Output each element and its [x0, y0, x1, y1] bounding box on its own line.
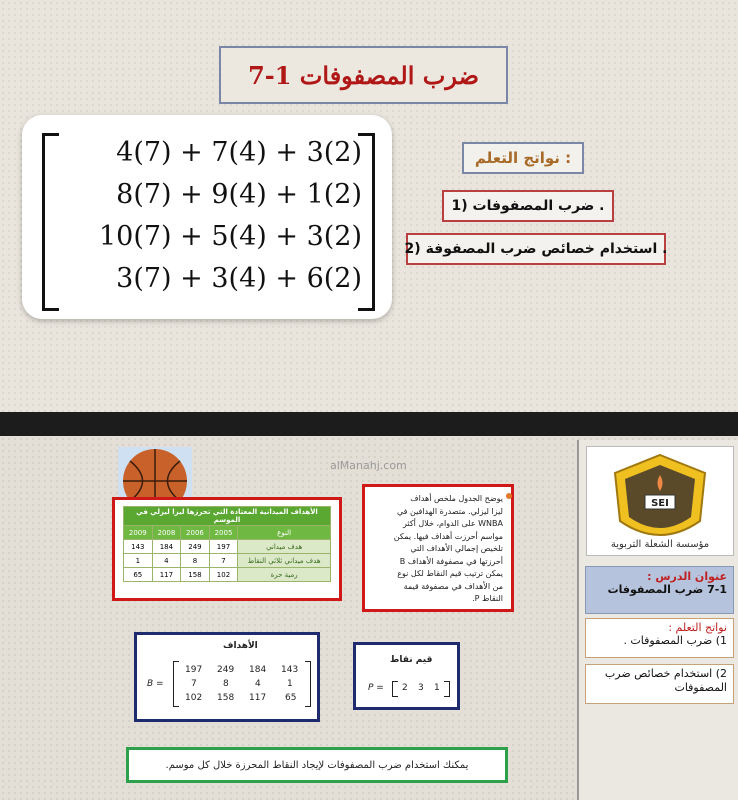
year-header: 2009 [124, 526, 153, 540]
basketball-image [118, 447, 192, 503]
points-variable: P = [368, 683, 384, 693]
goals-variable: B = [147, 679, 164, 689]
matrix-row-1: 4(7) + 7(4) + 3(2) [116, 137, 362, 168]
table-row: رمية حرة 102 158 117 65 [124, 568, 331, 582]
year-header: 2006 [181, 526, 210, 540]
lesson-title: ضرب المصفوفات 1-7 [219, 46, 508, 104]
matrix-row-3: 10(7) + 5(4) + 3(2) [98, 221, 362, 252]
matrix-left-bracket [42, 133, 59, 311]
matrix-row-4: 3(7) + 3(4) + 6(2) [116, 263, 362, 294]
points-title: قيم نقاط [390, 655, 433, 665]
table-caption: الأهداف الميدانية المعتادة التي تحرزها ليزا ليزلي في الموسم [124, 507, 331, 526]
bracket-icon [392, 681, 398, 697]
outcome-1: . ضرب المصفوفات (1 [442, 190, 614, 222]
bracket-icon [444, 681, 450, 697]
svg-text:مؤسسة الشعلة التربوية: مؤسسة الشعلة التربوية [610, 539, 710, 550]
lesson-label: عنوان الدرس : [647, 570, 727, 583]
outcome-2: . استخدام خصائص ضرب المصفوفة (2 [406, 233, 666, 265]
year-header: 2005 [209, 526, 238, 540]
outcome-2-box: 2) استخدام خصائص ضرب المصفوفات [585, 664, 734, 704]
lesson-title-box [585, 566, 734, 614]
outcome-1-text: 1) ضرب المصفوفات . [623, 634, 727, 647]
matrix-row-2: 8(7) + 9(4) + 1(2) [116, 179, 362, 210]
goals-table [123, 506, 331, 582]
lesson-name: 7-1 ضرب المصفوفات [607, 583, 727, 596]
slide-separator [0, 412, 738, 436]
institution-logo [586, 446, 734, 556]
table-row: هدف ميداني ثلاثي النقاط 7 8 4 1 [124, 554, 331, 568]
outcomes-label: نواتج التعلم : [668, 621, 727, 634]
goals-table-box [112, 497, 342, 601]
watermark: alManahj.com [330, 459, 407, 472]
goals-title: الأهداف [223, 641, 258, 651]
description-note: يوضح الجدول ملخص أهداف ليزا ليزلي. متصدرة الهدافين في WNBA على الدوام، خلال أكثر مواسم أحرزت أهداف فيها. يمكن تلخيص إجمالي الأهداف التي أحرزتها في مصفوفة الأهداف B يمكن ترتيب قيم النقاط لكل نوع من الأهداف في مصفوفة قيمة النقاط P. [362, 484, 514, 612]
points-matrix-box: قيم نقاط P = 2 3 1 [353, 642, 460, 710]
table-row: هدف ميداني 197 249 184 143 [124, 540, 331, 554]
outcomes-heading: : نواتج التعلم [462, 142, 584, 174]
svg-text:SEI: SEI [651, 498, 669, 509]
bullet-icon [506, 493, 512, 499]
goals-matrix-box: الأهداف B = 197 249 184 143 7 8 4 1 102 158 117 65 [134, 632, 320, 722]
summary-note: يمكنك استخدام ضرب المصفوفات لإيجاد النقاط المحرزة خلال كل موسم. [126, 747, 508, 783]
table-type-header: النوع [238, 526, 331, 540]
outcomes-box [585, 618, 734, 658]
expanded-matrix-card [22, 115, 392, 319]
bracket-icon [173, 661, 179, 707]
bracket-icon [305, 661, 311, 707]
year-header: 2008 [152, 526, 181, 540]
